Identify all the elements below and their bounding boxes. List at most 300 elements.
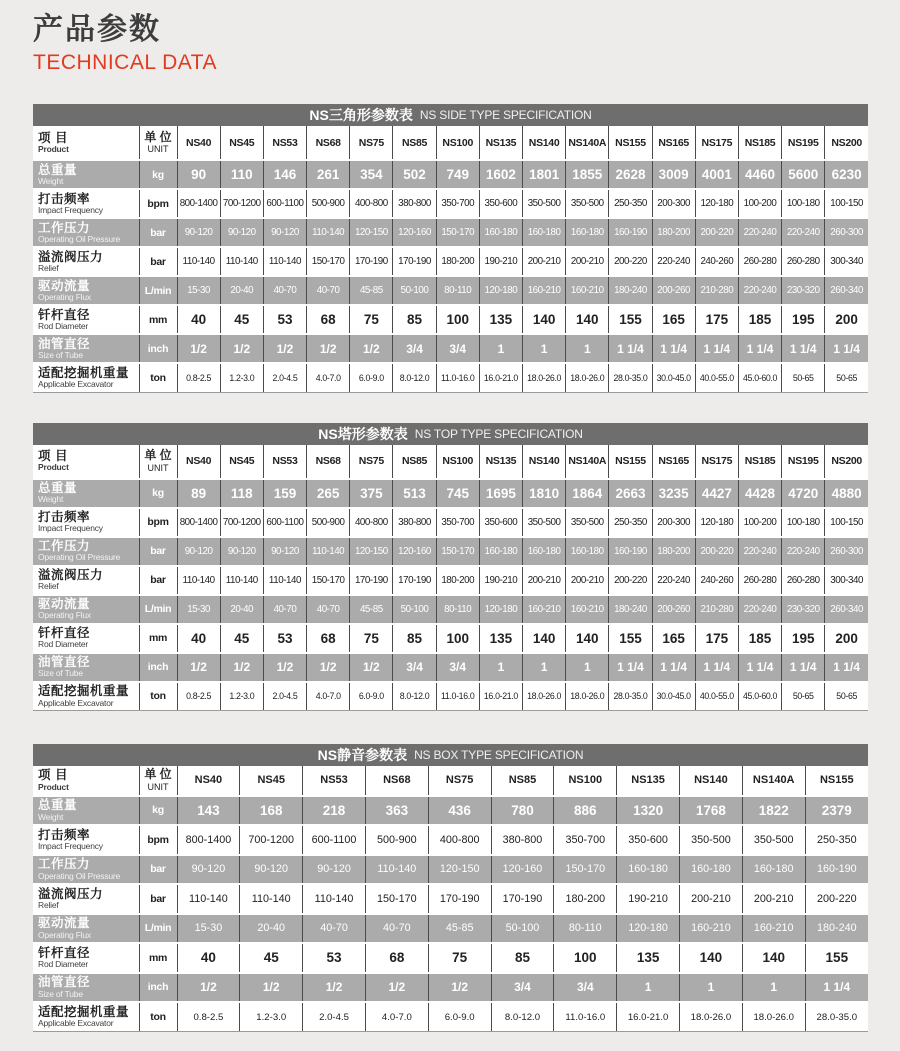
value-cell: 1	[566, 653, 609, 682]
value-cell: 140	[523, 305, 566, 334]
item-product-header-zh: 项 目	[38, 449, 68, 464]
value-cell: 1 1/4	[738, 653, 781, 682]
value-cell: 350-500	[566, 189, 609, 218]
value-cell: 50-100	[491, 914, 554, 944]
value-cell: 1602	[479, 160, 522, 189]
value-cell: 160-210	[523, 276, 566, 305]
value-cell: 749	[436, 160, 479, 189]
row-label-zh: 适配挖掘机重量	[38, 365, 130, 380]
unit-cell: bar	[139, 218, 177, 247]
value-cell: 50-65	[825, 363, 868, 392]
value-cell: 120-180	[695, 189, 738, 218]
value-cell: 1 1/4	[782, 334, 825, 363]
value-cell: 1855	[566, 160, 609, 189]
value-cell: 45-85	[350, 276, 393, 305]
value-cell: 4.0-7.0	[307, 363, 350, 392]
row-label	[33, 682, 139, 711]
unit-cell: kg	[139, 796, 177, 826]
value-cell: 110-140	[220, 247, 263, 276]
value-cell: 1 1/4	[609, 334, 652, 363]
value-cell: 2628	[609, 160, 652, 189]
value-cell: 155	[609, 624, 652, 653]
value-cell: 53	[263, 624, 306, 653]
unit-cell: mm	[139, 305, 177, 334]
value-cell: 30.0-45.0	[652, 363, 695, 392]
value-cell: 3235	[652, 479, 695, 508]
value-cell: 220-240	[782, 218, 825, 247]
value-cell: 18.0-26.0	[566, 363, 609, 392]
row-label-zh: 溢流阀压力	[38, 249, 104, 264]
page-title-en: TECHNICAL DATA	[33, 51, 217, 74]
value-cell: 16.0-21.0	[479, 682, 522, 711]
row-label-en: Weight	[38, 494, 64, 505]
unit-cell: inch	[139, 973, 177, 1003]
model-header: NS75	[350, 126, 393, 160]
value-cell: 200-220	[609, 247, 652, 276]
row-label	[33, 537, 139, 566]
table-title-zh: NS三角形参数表	[309, 107, 413, 124]
row-label-zh: 适配挖掘机重量	[38, 1005, 130, 1020]
row-label-zh: 钎杆直径	[38, 945, 91, 960]
value-cell: 190-210	[479, 247, 522, 276]
unit-cell: L/min	[139, 276, 177, 305]
table-title-bar	[33, 744, 868, 766]
value-cell: 250-350	[805, 825, 868, 855]
value-cell: 1 1/4	[805, 973, 868, 1003]
value-cell: 500-900	[307, 189, 350, 218]
column-header-row	[33, 766, 868, 796]
spec-row	[33, 914, 868, 944]
value-cell: 260-280	[782, 247, 825, 276]
model-header: NS53	[303, 766, 366, 796]
row-label	[33, 796, 139, 826]
row-label	[33, 653, 139, 682]
value-cell: 600-1100	[263, 508, 306, 537]
unit-header-en: UNIT	[147, 462, 169, 473]
value-cell: 363	[365, 796, 428, 826]
row-label-en: Impact Frequency	[38, 523, 103, 534]
value-cell: 1/2	[220, 334, 263, 363]
value-cell: 260-280	[738, 566, 781, 595]
value-cell: 1.2-3.0	[220, 363, 263, 392]
value-cell: 195	[782, 305, 825, 334]
value-cell: 2.0-4.5	[303, 1002, 366, 1032]
value-cell: 180-200	[652, 537, 695, 566]
value-cell: 1	[523, 334, 566, 363]
value-cell: 1768	[680, 796, 743, 826]
row-label	[33, 247, 139, 276]
value-cell: 40.0-55.0	[695, 682, 738, 711]
row-label-zh: 打击频率	[38, 191, 91, 206]
value-cell: 160-180	[566, 537, 609, 566]
unit-cell: inch	[139, 653, 177, 682]
value-cell: 190-210	[479, 566, 522, 595]
value-cell: 300-340	[825, 566, 868, 595]
unit-header-en: UNIT	[147, 782, 169, 793]
value-cell: 140	[742, 943, 805, 973]
value-cell: 75	[428, 943, 491, 973]
model-header: NS155	[609, 445, 652, 479]
value-cell: 50-100	[393, 276, 436, 305]
value-cell: 90-120	[263, 218, 306, 247]
row-label-en: Size of Tube	[38, 349, 83, 360]
value-cell: 375	[350, 479, 393, 508]
value-cell: 1/2	[177, 973, 240, 1003]
row-label	[33, 363, 139, 392]
value-cell: 350-700	[436, 189, 479, 218]
value-cell: 120-150	[428, 855, 491, 885]
value-cell: 90	[177, 160, 220, 189]
row-label	[33, 595, 139, 624]
model-header: NS135	[479, 445, 522, 479]
spec-row	[33, 537, 868, 566]
value-cell: 260-340	[825, 595, 868, 624]
value-cell: 16.0-21.0	[479, 363, 522, 392]
model-header: NS135	[617, 766, 680, 796]
value-cell: 100	[554, 943, 617, 973]
value-cell: 200-210	[566, 247, 609, 276]
value-cell: 220-240	[738, 276, 781, 305]
value-cell: 1/2	[350, 653, 393, 682]
row-label	[33, 160, 139, 189]
value-cell: 80-110	[436, 595, 479, 624]
value-cell: 40-70	[307, 595, 350, 624]
value-cell: 45-85	[428, 914, 491, 944]
value-cell: 600-1100	[263, 189, 306, 218]
value-cell: 1/2	[240, 973, 303, 1003]
row-label-zh: 钎杆直径	[38, 307, 91, 322]
unit-cell: mm	[139, 943, 177, 973]
value-cell: 1	[523, 653, 566, 682]
value-cell: 170-190	[491, 884, 554, 914]
value-cell: 110-140	[240, 884, 303, 914]
value-cell: 120-150	[350, 537, 393, 566]
row-label-zh: 总重量	[38, 798, 78, 813]
value-cell: 16.0-21.0	[617, 1002, 680, 1032]
row-label	[33, 508, 139, 537]
value-cell: 120-180	[479, 595, 522, 624]
value-cell: 4427	[695, 479, 738, 508]
spec-row	[33, 624, 868, 653]
value-cell: 380-800	[393, 189, 436, 218]
item-product-header-en: Product	[38, 781, 69, 792]
value-cell: 100-200	[738, 508, 781, 537]
value-cell: 200-300	[652, 508, 695, 537]
value-cell: 8.0-12.0	[491, 1002, 554, 1032]
row-label-en: Relief	[38, 581, 59, 592]
value-cell: 200-220	[695, 537, 738, 566]
unit-cell: bpm	[139, 825, 177, 855]
value-cell: 68	[307, 624, 350, 653]
row-label-zh: 总重量	[38, 162, 78, 177]
model-header: NS53	[263, 126, 306, 160]
item-product-header	[33, 445, 139, 479]
row-label-zh: 工作压力	[38, 220, 91, 235]
row-label	[33, 479, 139, 508]
model-header: NS45	[220, 126, 263, 160]
row-label	[33, 884, 139, 914]
value-cell: 168	[240, 796, 303, 826]
model-header: NS185	[738, 445, 781, 479]
page-title-zh: 产品参数	[33, 13, 161, 46]
value-cell: 45.0-60.0	[738, 682, 781, 711]
value-cell: 800-1400	[177, 508, 220, 537]
spec-row	[33, 160, 868, 189]
spec-row	[33, 653, 868, 682]
value-cell: 90-120	[220, 537, 263, 566]
value-cell: 85	[491, 943, 554, 973]
row-label	[33, 218, 139, 247]
spec-row	[33, 276, 868, 305]
value-cell: 350-500	[523, 189, 566, 218]
spec-row	[33, 682, 868, 711]
value-cell: 50-65	[782, 363, 825, 392]
value-cell: 170-190	[393, 566, 436, 595]
value-cell: 20-40	[240, 914, 303, 944]
value-cell: 1	[479, 334, 522, 363]
spec-row	[33, 363, 868, 392]
model-header: NS85	[491, 766, 554, 796]
value-cell: 15-30	[177, 914, 240, 944]
value-cell: 6.0-9.0	[350, 682, 393, 711]
table-title-en: NS TOP TYPE SPECIFICATION	[414, 426, 583, 441]
value-cell: 180-200	[554, 884, 617, 914]
value-cell: 1 1/4	[652, 334, 695, 363]
unit-cell: bar	[139, 884, 177, 914]
value-cell: 1	[680, 973, 743, 1003]
value-cell: 30.0-45.0	[652, 682, 695, 711]
row-label-en: Impact Frequency	[38, 841, 103, 852]
spec-grid-side	[33, 126, 868, 393]
value-cell: 45	[240, 943, 303, 973]
value-cell: 160-180	[523, 537, 566, 566]
value-cell: 110-140	[263, 247, 306, 276]
value-cell: 400-800	[350, 189, 393, 218]
spec-row	[33, 566, 868, 595]
value-cell: 15-30	[177, 276, 220, 305]
value-cell: 15-30	[177, 595, 220, 624]
unit-cell: bar	[139, 855, 177, 885]
value-cell: 1695	[479, 479, 522, 508]
value-cell: 180-200	[652, 218, 695, 247]
value-cell: 160-210	[523, 595, 566, 624]
value-cell: 1864	[566, 479, 609, 508]
row-label	[33, 855, 139, 885]
item-product-header-zh: 项 目	[38, 768, 68, 783]
unit-cell: ton	[139, 363, 177, 392]
value-cell: 45-85	[350, 595, 393, 624]
value-cell: 110-140	[365, 855, 428, 885]
value-cell: 200-210	[566, 566, 609, 595]
value-cell: 120-160	[393, 218, 436, 247]
column-header-row	[33, 126, 868, 160]
spec-row	[33, 247, 868, 276]
unit-cell: bpm	[139, 189, 177, 218]
value-cell: 1 1/4	[695, 653, 738, 682]
row-label-en: Weight	[38, 175, 64, 186]
value-cell: 200-210	[523, 566, 566, 595]
value-cell: 160-210	[566, 276, 609, 305]
value-cell: 100	[436, 624, 479, 653]
model-header: NS155	[805, 766, 868, 796]
value-cell: 180-240	[609, 595, 652, 624]
spec-row	[33, 973, 868, 1003]
table-title-zh: NS静音参数表	[317, 747, 408, 764]
value-cell: 3/4	[554, 973, 617, 1003]
value-cell: 160-210	[742, 914, 805, 944]
model-header: NS75	[428, 766, 491, 796]
value-cell: 85	[393, 305, 436, 334]
model-header: NS45	[240, 766, 303, 796]
model-header: NS185	[738, 126, 781, 160]
value-cell: 1 1/4	[738, 334, 781, 363]
unit-header	[139, 445, 177, 479]
row-label-zh: 钎杆直径	[38, 626, 91, 641]
value-cell: 160-180	[479, 537, 522, 566]
value-cell: 220-240	[652, 247, 695, 276]
value-cell: 110-140	[220, 566, 263, 595]
value-cell: 75	[350, 305, 393, 334]
value-cell: 110-140	[307, 537, 350, 566]
value-cell: 400-800	[350, 508, 393, 537]
value-cell: 3/4	[436, 653, 479, 682]
column-header-row	[33, 445, 868, 479]
value-cell: 160-180	[479, 218, 522, 247]
value-cell: 20-40	[220, 276, 263, 305]
value-cell: 745	[436, 479, 479, 508]
unit-header-zh: 单 位	[144, 448, 172, 463]
spec-row	[33, 508, 868, 537]
row-label-zh: 溢流阀压力	[38, 886, 104, 901]
value-cell: 350-500	[566, 508, 609, 537]
value-cell: 100-180	[782, 508, 825, 537]
value-cell: 354	[350, 160, 393, 189]
row-label-zh: 驱动流量	[38, 597, 91, 612]
value-cell: 1822	[742, 796, 805, 826]
value-cell: 18.0-26.0	[566, 682, 609, 711]
row-label-zh: 工作压力	[38, 857, 91, 872]
row-label-en: Operating Oil Pressure	[38, 552, 121, 563]
value-cell: 1/2	[177, 653, 220, 682]
value-cell: 2.0-4.5	[263, 363, 306, 392]
unit-cell: bar	[139, 537, 177, 566]
value-cell: 90-120	[177, 218, 220, 247]
value-cell: 90-120	[240, 855, 303, 885]
value-cell: 110-140	[177, 566, 220, 595]
unit-cell: inch	[139, 334, 177, 363]
value-cell: 600-1100	[303, 825, 366, 855]
row-label-en: Relief	[38, 262, 59, 273]
value-cell: 1/2	[263, 334, 306, 363]
value-cell: 780	[491, 796, 554, 826]
spec-grid-top	[33, 445, 868, 712]
value-cell: 0.8-2.5	[177, 1002, 240, 1032]
value-cell: 100-150	[825, 189, 868, 218]
value-cell: 1	[742, 973, 805, 1003]
value-cell: 150-170	[307, 247, 350, 276]
unit-cell: ton	[139, 682, 177, 711]
value-cell: 513	[393, 479, 436, 508]
value-cell: 240-260	[695, 566, 738, 595]
value-cell: 240-260	[695, 247, 738, 276]
row-label-zh: 工作压力	[38, 539, 91, 554]
value-cell: 140	[566, 305, 609, 334]
model-header: NS135	[479, 126, 522, 160]
row-label	[33, 189, 139, 218]
value-cell: 1/2	[303, 973, 366, 1003]
value-cell: 160-180	[617, 855, 680, 885]
value-cell: 165	[652, 305, 695, 334]
item-product-header-zh: 项 目	[38, 130, 68, 145]
value-cell: 120-150	[350, 218, 393, 247]
model-header: NS165	[652, 126, 695, 160]
value-cell: 350-600	[617, 825, 680, 855]
value-cell: 50-65	[825, 682, 868, 711]
value-cell: 120-180	[479, 276, 522, 305]
model-header: NS45	[220, 445, 263, 479]
row-label	[33, 566, 139, 595]
model-header: NS140	[523, 126, 566, 160]
value-cell: 195	[782, 624, 825, 653]
value-cell: 4.0-7.0	[307, 682, 350, 711]
row-label	[33, 914, 139, 944]
row-label-en: Operating Oil Pressure	[38, 870, 121, 881]
value-cell: 200-210	[742, 884, 805, 914]
table-title-bar	[33, 423, 868, 445]
value-cell: 6.0-9.0	[428, 1002, 491, 1032]
value-cell: 143	[177, 796, 240, 826]
value-cell: 120-180	[617, 914, 680, 944]
value-cell: 6230	[825, 160, 868, 189]
model-header: NS100	[436, 445, 479, 479]
table-title-en: NS SIDE TYPE SPECIFICATION	[419, 108, 592, 123]
unit-header	[139, 766, 177, 796]
value-cell: 140	[566, 624, 609, 653]
value-cell: 160-180	[523, 218, 566, 247]
value-cell: 170-190	[350, 247, 393, 276]
model-header: NS85	[393, 445, 436, 479]
value-cell: 40-70	[303, 914, 366, 944]
value-cell: 89	[177, 479, 220, 508]
model-header: NS140	[523, 445, 566, 479]
value-cell: 200-220	[609, 566, 652, 595]
value-cell: 502	[393, 160, 436, 189]
row-label	[33, 1002, 139, 1032]
row-label-zh: 油管直径	[38, 336, 91, 351]
unit-cell: mm	[139, 624, 177, 653]
value-cell: 40	[177, 305, 220, 334]
value-cell: 250-350	[609, 189, 652, 218]
value-cell: 220-240	[738, 537, 781, 566]
model-header: NS140A	[566, 126, 609, 160]
unit-cell: L/min	[139, 595, 177, 624]
value-cell: 185	[738, 624, 781, 653]
value-cell: 1/2	[220, 653, 263, 682]
row-label	[33, 334, 139, 363]
unit-cell: kg	[139, 479, 177, 508]
value-cell: 1/2	[365, 973, 428, 1003]
value-cell: 160-210	[680, 914, 743, 944]
spec-row	[33, 189, 868, 218]
value-cell: 45	[220, 305, 263, 334]
value-cell: 200-260	[652, 276, 695, 305]
value-cell: 2.0-4.5	[263, 682, 306, 711]
row-label-zh: 适配挖掘机重量	[38, 684, 130, 699]
value-cell: 28.0-35.0	[609, 682, 652, 711]
row-label	[33, 624, 139, 653]
value-cell: 40	[177, 943, 240, 973]
value-cell: 8.0-12.0	[393, 363, 436, 392]
